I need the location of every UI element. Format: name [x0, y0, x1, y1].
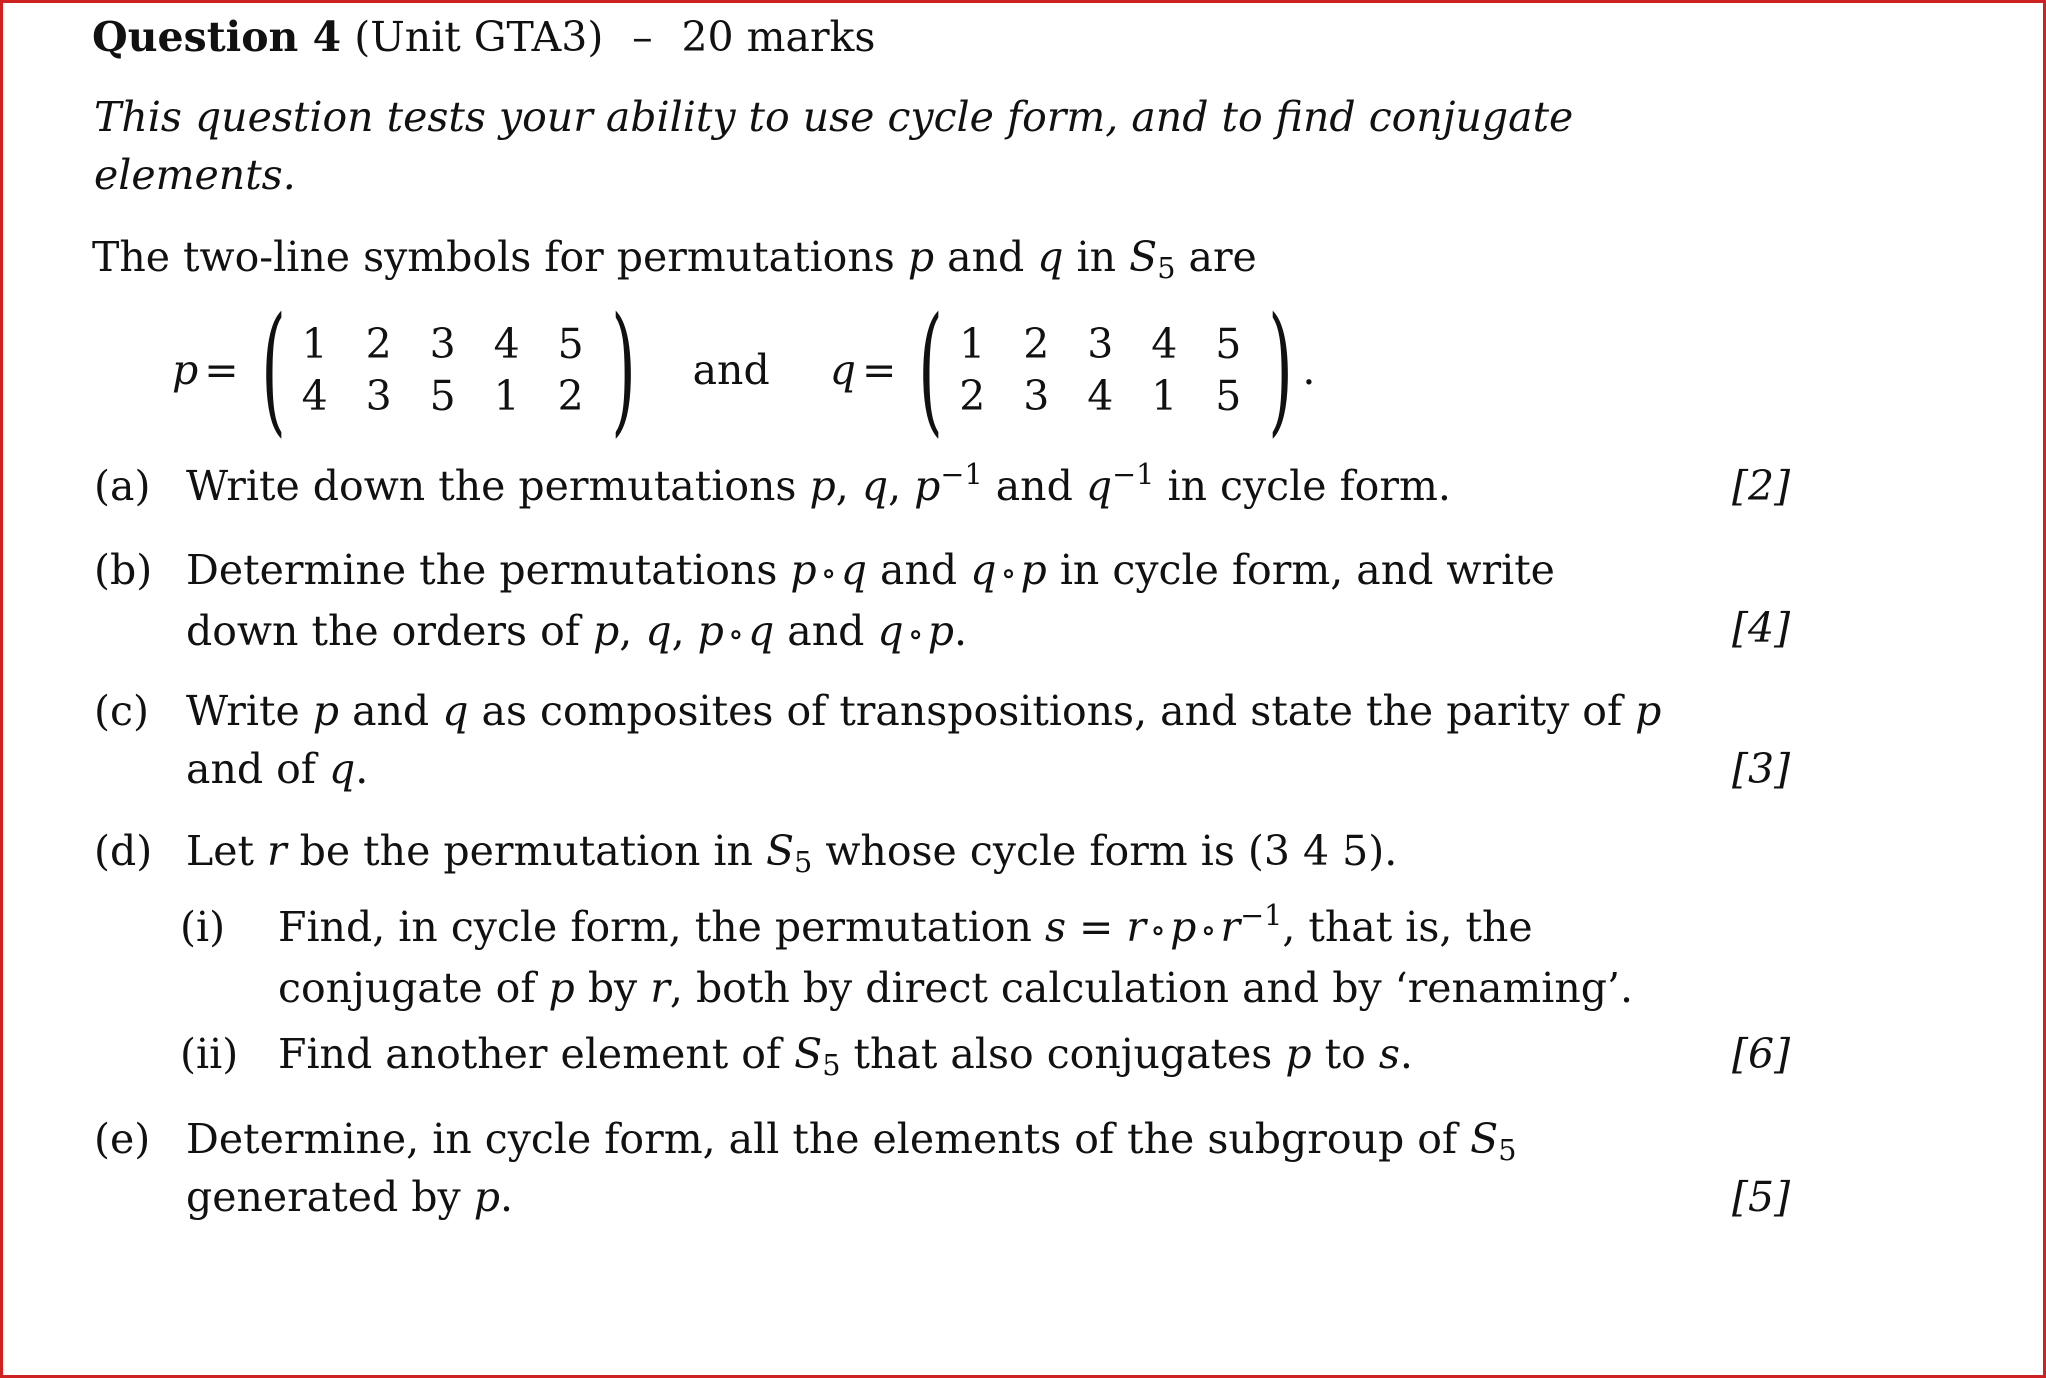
- unit-label: (Unit GTA3): [354, 13, 604, 61]
- part-a-label: (a): [94, 462, 151, 510]
- total-marks: 20 marks: [681, 13, 876, 61]
- part-c-marks: [3]: [1732, 745, 1791, 793]
- intro-text: This question tests your ability to use cycle form, and to find conjugate elements.: [94, 93, 1574, 199]
- part-e-label: (e): [94, 1115, 151, 1163]
- question-label: Question 4: [92, 13, 342, 61]
- question-heading: [92, 8, 875, 66]
- part-a-marks: [2]: [1732, 462, 1791, 510]
- part-d-text: Let r be the permutation in $S_5$ whose cycle form is (3 4 5).: [186, 827, 1398, 880]
- p-bottom-cell: 2: [557, 372, 584, 420]
- part-d-i-text: Find, in cycle form, the permutation s = r ∘p $\circ r^{-1}$, that is, the conjugate of p by r, both by direct calculation and by ‘renaming’.: [278, 898, 1634, 1012]
- part-e-text: Determine, in cycle form, all the elements of the subgroup of $S_5$ generated by p.: [186, 1115, 1517, 1221]
- part-d-marks: [6]: [1732, 1030, 1791, 1078]
- q-bottom-cell: 5: [1215, 372, 1242, 420]
- p-grid: [283, 318, 603, 422]
- heading-dash: –: [632, 13, 653, 61]
- permutation-display: [172, 288, 1316, 451]
- q-top-cell: 5: [1215, 320, 1242, 368]
- part-a-text: Write down the permutations p, q, $p^{-1}$ and $q^{-1}$ in cycle form.: [186, 457, 1451, 510]
- p-top-cell: 4: [493, 320, 520, 368]
- given-S: S: [1129, 233, 1158, 281]
- part-b-text: Determine the permutations p ∘q and q ∘p in cycle form, and write down the orders of p, q, p ∘q and q ∘p.: [186, 546, 1555, 655]
- q-top-cell: 2: [1023, 320, 1050, 368]
- part-d-ii-text: Find another element of $S_5$ that also conjugates p to s.: [278, 1030, 1413, 1083]
- q-top-cell: 3: [1087, 320, 1114, 368]
- left-paren: (: [260, 288, 286, 451]
- q-bottom-cell: 3: [1023, 372, 1050, 420]
- given-S-sub: 5: [1157, 251, 1176, 286]
- part-c-text: Write p and q as composites of transpositions, and state the parity of p and of q.: [186, 687, 1662, 793]
- part-d-i-label: (i): [180, 903, 226, 951]
- given-and: and: [934, 233, 1038, 281]
- p-top-cell: 3: [429, 320, 456, 368]
- p-top-cell: 1: [301, 320, 328, 368]
- part-e-marks: [5]: [1732, 1173, 1791, 1221]
- part-b-label: (b): [94, 546, 153, 594]
- q-symbol: q: [829, 346, 856, 394]
- given-text: The two-line symbols for permutations: [92, 233, 908, 281]
- q-bottom-cell: 2: [959, 372, 986, 420]
- p-bottom-cell: 1: [493, 372, 520, 420]
- p-bottom-cell: 3: [365, 372, 392, 420]
- given-statement: [92, 228, 1257, 286]
- q-two-line-symbol: [910, 288, 1294, 451]
- q-bottom-cell: 4: [1087, 372, 1114, 420]
- p-symbol: p: [172, 346, 199, 394]
- given-q: q: [1037, 233, 1064, 281]
- p-bottom-cell: 5: [429, 372, 456, 420]
- given-p: p: [907, 233, 935, 281]
- left-paren: (: [918, 288, 944, 451]
- equals-sign: =: [861, 346, 897, 394]
- q-top-cell: 4: [1151, 320, 1178, 368]
- and-word: and: [692, 346, 770, 394]
- q-bottom-cell: 1: [1151, 372, 1178, 420]
- right-paren: ): [610, 288, 636, 451]
- q-grid: [940, 318, 1260, 422]
- equals-sign: =: [204, 346, 239, 394]
- p-two-line-symbol: [253, 288, 636, 451]
- given-are: are: [1175, 233, 1257, 281]
- given-in: in: [1063, 233, 1130, 281]
- p-top-cell: 2: [365, 320, 392, 368]
- part-d-label: (d): [94, 827, 153, 875]
- q-top-cell: 1: [959, 320, 986, 368]
- part-b-marks: [4]: [1732, 604, 1791, 652]
- p-top-cell: 5: [557, 320, 584, 368]
- part-c-label: (c): [94, 687, 149, 735]
- period: .: [1302, 346, 1316, 394]
- part-d-ii-label: (ii): [180, 1030, 239, 1078]
- p-bottom-cell: 4: [301, 372, 328, 420]
- right-paren: ): [1268, 288, 1294, 451]
